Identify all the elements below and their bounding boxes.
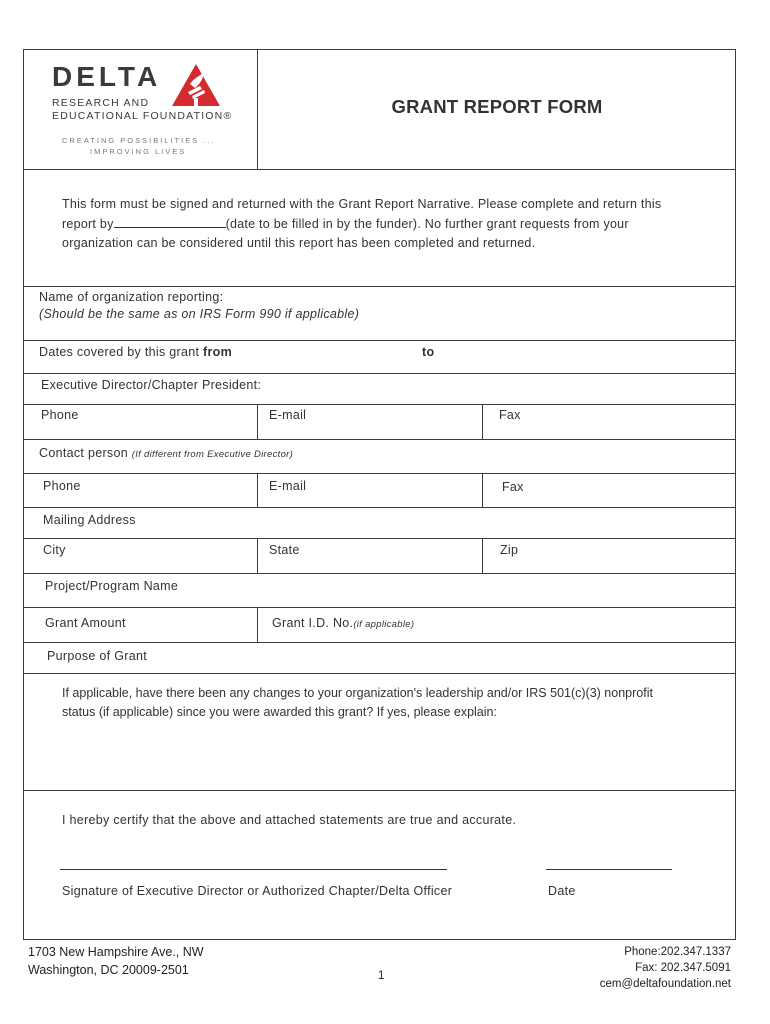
rule [23, 404, 736, 405]
footer-phone: Phone:202.347.1337 [624, 946, 731, 958]
form-title: GRANT REPORT FORM [391, 96, 603, 117]
logo-tagline1: CREATING POSSIBILITIES ... [62, 136, 216, 145]
phone-label: Phone [43, 479, 81, 493]
rule [23, 790, 736, 791]
contact-person-text: Contact person [39, 446, 128, 460]
state-label: State [269, 543, 300, 557]
intro-paragraph [62, 195, 662, 254]
fax-label: Fax [502, 480, 524, 494]
exec-director-label: Executive Director/Chapter President: [41, 378, 262, 392]
address-line2: Washington, DC 20009-2501 [28, 963, 189, 977]
dates-to-label: to [422, 345, 435, 359]
rule [23, 340, 736, 341]
rule [23, 473, 736, 474]
rule [23, 286, 736, 287]
grant-amount-label: Grant Amount [45, 616, 126, 630]
signature-line[interactable] [60, 869, 447, 870]
return-date-blank[interactable] [114, 215, 226, 228]
logo-tagline2: IMPROVING LIVES [90, 147, 187, 156]
rule [23, 538, 736, 539]
logo-line2: EDUCATIONAL FOUNDATION® [52, 110, 233, 122]
rule [23, 573, 736, 574]
footer-address [28, 943, 204, 979]
page-number: 1 [378, 970, 385, 982]
date-line[interactable] [546, 869, 672, 870]
header-bottom-rule [23, 169, 736, 170]
intro-text-2: (date to be filled in by the funder). No further grant requests from your organization can be considered until this report has been completed and returned. [62, 216, 629, 250]
rule [23, 439, 736, 440]
org-name-note: (Should be the same as on IRS Form 990 if applicable) [39, 307, 360, 321]
footer-email[interactable]: cem@deltafoundation.net [599, 978, 731, 990]
rule [23, 607, 736, 608]
certify-statement: I hereby certify that the above and attached statements are true and accurate. [62, 813, 517, 827]
zip-label: Zip [500, 543, 519, 557]
dates-from-label: from [203, 345, 233, 359]
col-divider [257, 607, 258, 642]
col-divider [257, 404, 258, 439]
project-name-label: Project/Program Name [45, 579, 179, 593]
dates-covered-text: Dates covered by this grant [39, 345, 200, 359]
footer-fax: Fax: 202.347.5091 [635, 962, 731, 974]
footer-contact [600, 944, 731, 992]
form-frame [23, 49, 736, 940]
city-label: City [43, 543, 66, 557]
contact-person-label [39, 446, 293, 460]
rule [23, 373, 736, 374]
col-divider [482, 404, 483, 439]
grant-id-text: Grant I.D. No. [272, 616, 354, 630]
purpose-label: Purpose of Grant [47, 649, 147, 663]
logo-wordmark: DELTA [52, 61, 162, 92]
mailing-address-label: Mailing Address [43, 513, 136, 527]
col-divider [482, 538, 483, 573]
date-label: Date [548, 884, 576, 898]
intro-text-1: This form must be signed and returned with the Grant Report Narrative. Please complete and return this report by [62, 197, 662, 231]
email-label: E-mail [269, 479, 307, 493]
rule [23, 507, 736, 508]
rule [23, 673, 736, 674]
dates-covered-label [39, 345, 232, 359]
torch-icon [170, 62, 222, 108]
logo-line1: RESEARCH AND [52, 97, 150, 109]
changes-question: If applicable, have there been any changes to your organization's leadership and/or IRS 501(c)(3) nonprofit status (if applicable) since you were awarded this grant? If yes, please explain: [62, 686, 653, 719]
email-label: E-mail [269, 408, 307, 422]
col-divider [257, 538, 258, 573]
address-line1: 1703 New Hampshire Ave., NW [28, 945, 204, 959]
org-name-label: Name of organization reporting: [39, 290, 224, 304]
phone-label: Phone [41, 408, 79, 422]
grant-id-label [272, 616, 414, 630]
col-divider [482, 473, 483, 507]
rule [23, 642, 736, 643]
signature-label: Signature of Executive Director or Authorized Chapter/Delta Officer [62, 884, 453, 898]
col-divider [257, 473, 258, 507]
fax-label: Fax [499, 408, 521, 422]
grant-id-note: (if applicable) [353, 619, 415, 630]
contact-person-note: (If different from Executive Director) [131, 449, 294, 460]
